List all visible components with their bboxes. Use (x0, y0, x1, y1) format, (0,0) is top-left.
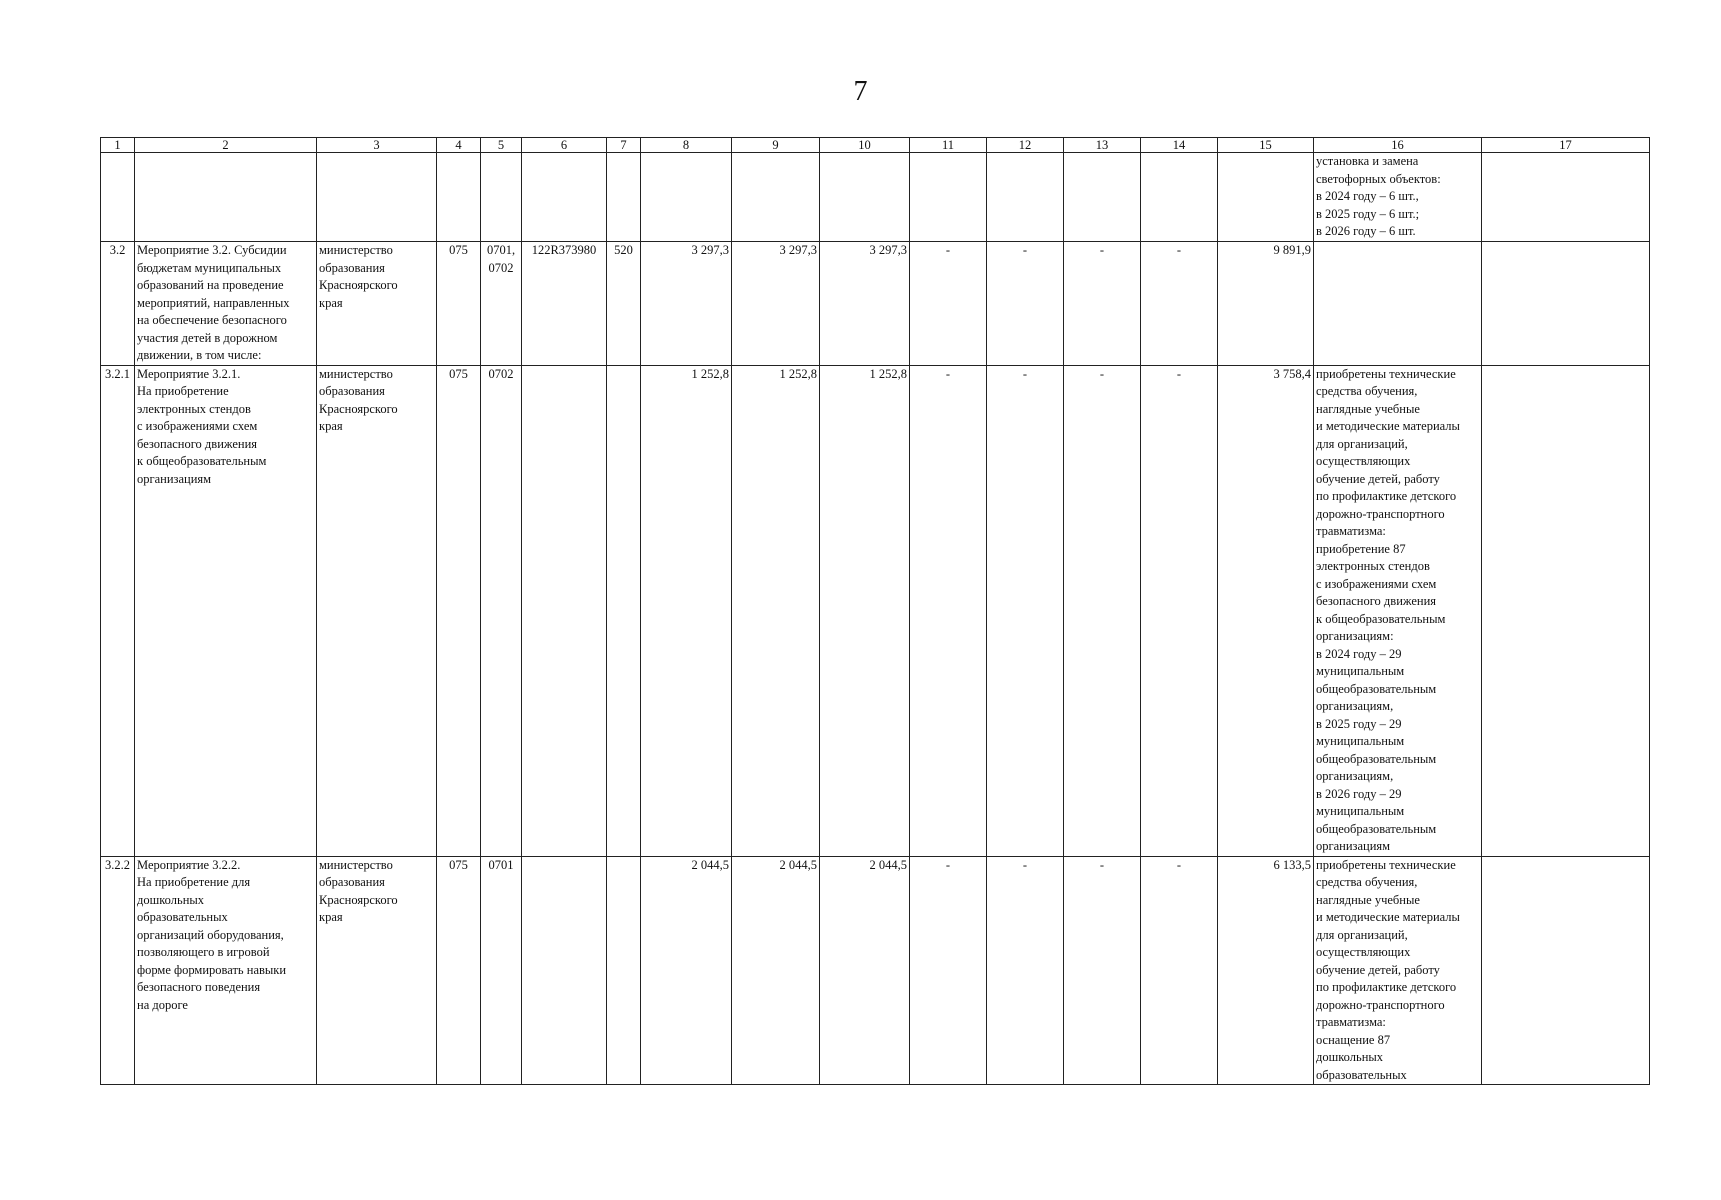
cell-col-17 (1482, 242, 1650, 366)
cell-csr (522, 856, 607, 1085)
cell-amount-2026 (820, 153, 910, 242)
cell-col-13: - (1064, 856, 1141, 1085)
page-number: 7 (853, 76, 868, 107)
cell-total: 3 758,4 (1218, 365, 1314, 856)
cell-grbs: 075 (437, 365, 481, 856)
cell-col-11: - (910, 365, 987, 856)
cell-amount-2024: 2 044,5 (641, 856, 732, 1085)
column-header: 1 (101, 138, 135, 153)
cell-amount-2026: 1 252,8 (820, 365, 910, 856)
table-row (101, 365, 1650, 856)
column-header: 2 (135, 138, 317, 153)
column-header: 12 (987, 138, 1064, 153)
cell-executor: министерство образования Красноярского края (317, 242, 437, 366)
cell-amount-2025: 2 044,5 (732, 856, 820, 1085)
cell-col-12: - (987, 856, 1064, 1085)
table-row (101, 242, 1650, 366)
cell-result: установка и замена светофорных объектов: в 2024 году – 6 шт., в 2025 году – 6 шт.; в 2026 году – 6 шт. (1314, 153, 1482, 242)
cell-csr: 122R373980 (522, 242, 607, 366)
program-table (100, 137, 1650, 1085)
cell-grbs (437, 153, 481, 242)
cell-col-17 (1482, 365, 1650, 856)
cell-amount-2025: 1 252,8 (732, 365, 820, 856)
cell-col-12 (987, 153, 1064, 242)
cell-col-11 (910, 153, 987, 242)
cell-number: 3.2.2 (101, 856, 135, 1085)
table-row (101, 153, 1650, 242)
cell-rzpr: 0701, 0702 (481, 242, 522, 366)
cell-amount-2025 (732, 153, 820, 242)
cell-col-14 (1141, 153, 1218, 242)
cell-total: 6 133,5 (1218, 856, 1314, 1085)
column-header: 14 (1141, 138, 1218, 153)
cell-rzpr (481, 153, 522, 242)
cell-vr (607, 856, 641, 1085)
cell-vr: 520 (607, 242, 641, 366)
cell-vr (607, 153, 641, 242)
cell-amount-2026: 3 297,3 (820, 242, 910, 366)
column-header: 13 (1064, 138, 1141, 153)
cell-col-13 (1064, 153, 1141, 242)
table-row (101, 856, 1650, 1085)
cell-amount-2024: 3 297,3 (641, 242, 732, 366)
column-header: 15 (1218, 138, 1314, 153)
cell-col-13: - (1064, 365, 1141, 856)
cell-activity (135, 153, 317, 242)
cell-amount-2026: 2 044,5 (820, 856, 910, 1085)
cell-csr (522, 153, 607, 242)
cell-activity: Мероприятие 3.2. Субсидии бюджетам муниципальных образований на проведение мероприятий, направленных на обеспечение безопасного участия детей в дорожном движении, в том числе: (135, 242, 317, 366)
cell-activity: Мероприятие 3.2.1. На приобретение электронных стендов с изображениями схем безопасного движения к общеобразовательным организациям (135, 365, 317, 856)
cell-rzpr: 0702 (481, 365, 522, 856)
cell-number (101, 153, 135, 242)
cell-rzpr: 0701 (481, 856, 522, 1085)
cell-amount-2025: 3 297,3 (732, 242, 820, 366)
cell-amount-2024 (641, 153, 732, 242)
cell-col-12: - (987, 242, 1064, 366)
column-header: 16 (1314, 138, 1482, 153)
header-row (101, 138, 1650, 153)
column-header: 5 (481, 138, 522, 153)
cell-executor: министерство образования Красноярского края (317, 365, 437, 856)
column-header: 6 (522, 138, 607, 153)
cell-col-11: - (910, 242, 987, 366)
cell-col-14: - (1141, 242, 1218, 366)
cell-result (1314, 242, 1482, 366)
column-header: 8 (641, 138, 732, 153)
column-header: 7 (607, 138, 641, 153)
cell-col-13: - (1064, 242, 1141, 366)
cell-col-17 (1482, 153, 1650, 242)
cell-result: приобретены технические средства обучения, наглядные учебные и методические материалы для организаций, осуществляющих обучение детей, работу по профилактике детского дорожно-транспортного травматизма: оснащение 87 дошкольных образовательных (1314, 856, 1482, 1085)
cell-col-17 (1482, 856, 1650, 1085)
cell-col-12: - (987, 365, 1064, 856)
cell-vr (607, 365, 641, 856)
column-header: 4 (437, 138, 481, 153)
cell-col-11: - (910, 856, 987, 1085)
column-header: 17 (1482, 138, 1650, 153)
cell-result: приобретены технические средства обучения, наглядные учебные и методические материалы для организаций, осуществляющих обучение детей, работу по профилактике детского дорожно-транспортного травматизма: приобретение 87 электронных стендов с изображениями схем безопасного движения к общеобразовательным организациям: в 2024 году – 29 муниципальным общеобразовательным организациям, в 2025 году – 29 муниципальным общеобразовательным организациям, в 2026 году – 29 муниципальным общеобразовательным организациям (1314, 365, 1482, 856)
cell-amount-2024: 1 252,8 (641, 365, 732, 856)
cell-activity: Мероприятие 3.2.2. На приобретение для дошкольных образовательных организаций оборудования, позволяющего в игровой форме формировать навыки безопасного поведения на дороге (135, 856, 317, 1085)
cell-executor (317, 153, 437, 242)
cell-grbs: 075 (437, 242, 481, 366)
cell-col-14: - (1141, 856, 1218, 1085)
cell-number: 3.2 (101, 242, 135, 366)
cell-total (1218, 153, 1314, 242)
column-header: 3 (317, 138, 437, 153)
cell-grbs: 075 (437, 856, 481, 1085)
cell-csr (522, 365, 607, 856)
cell-number: 3.2.1 (101, 365, 135, 856)
column-header: 10 (820, 138, 910, 153)
column-header: 9 (732, 138, 820, 153)
cell-total: 9 891,9 (1218, 242, 1314, 366)
cell-col-14: - (1141, 365, 1218, 856)
cell-executor: министерство образования Красноярского края (317, 856, 437, 1085)
column-header: 11 (910, 138, 987, 153)
